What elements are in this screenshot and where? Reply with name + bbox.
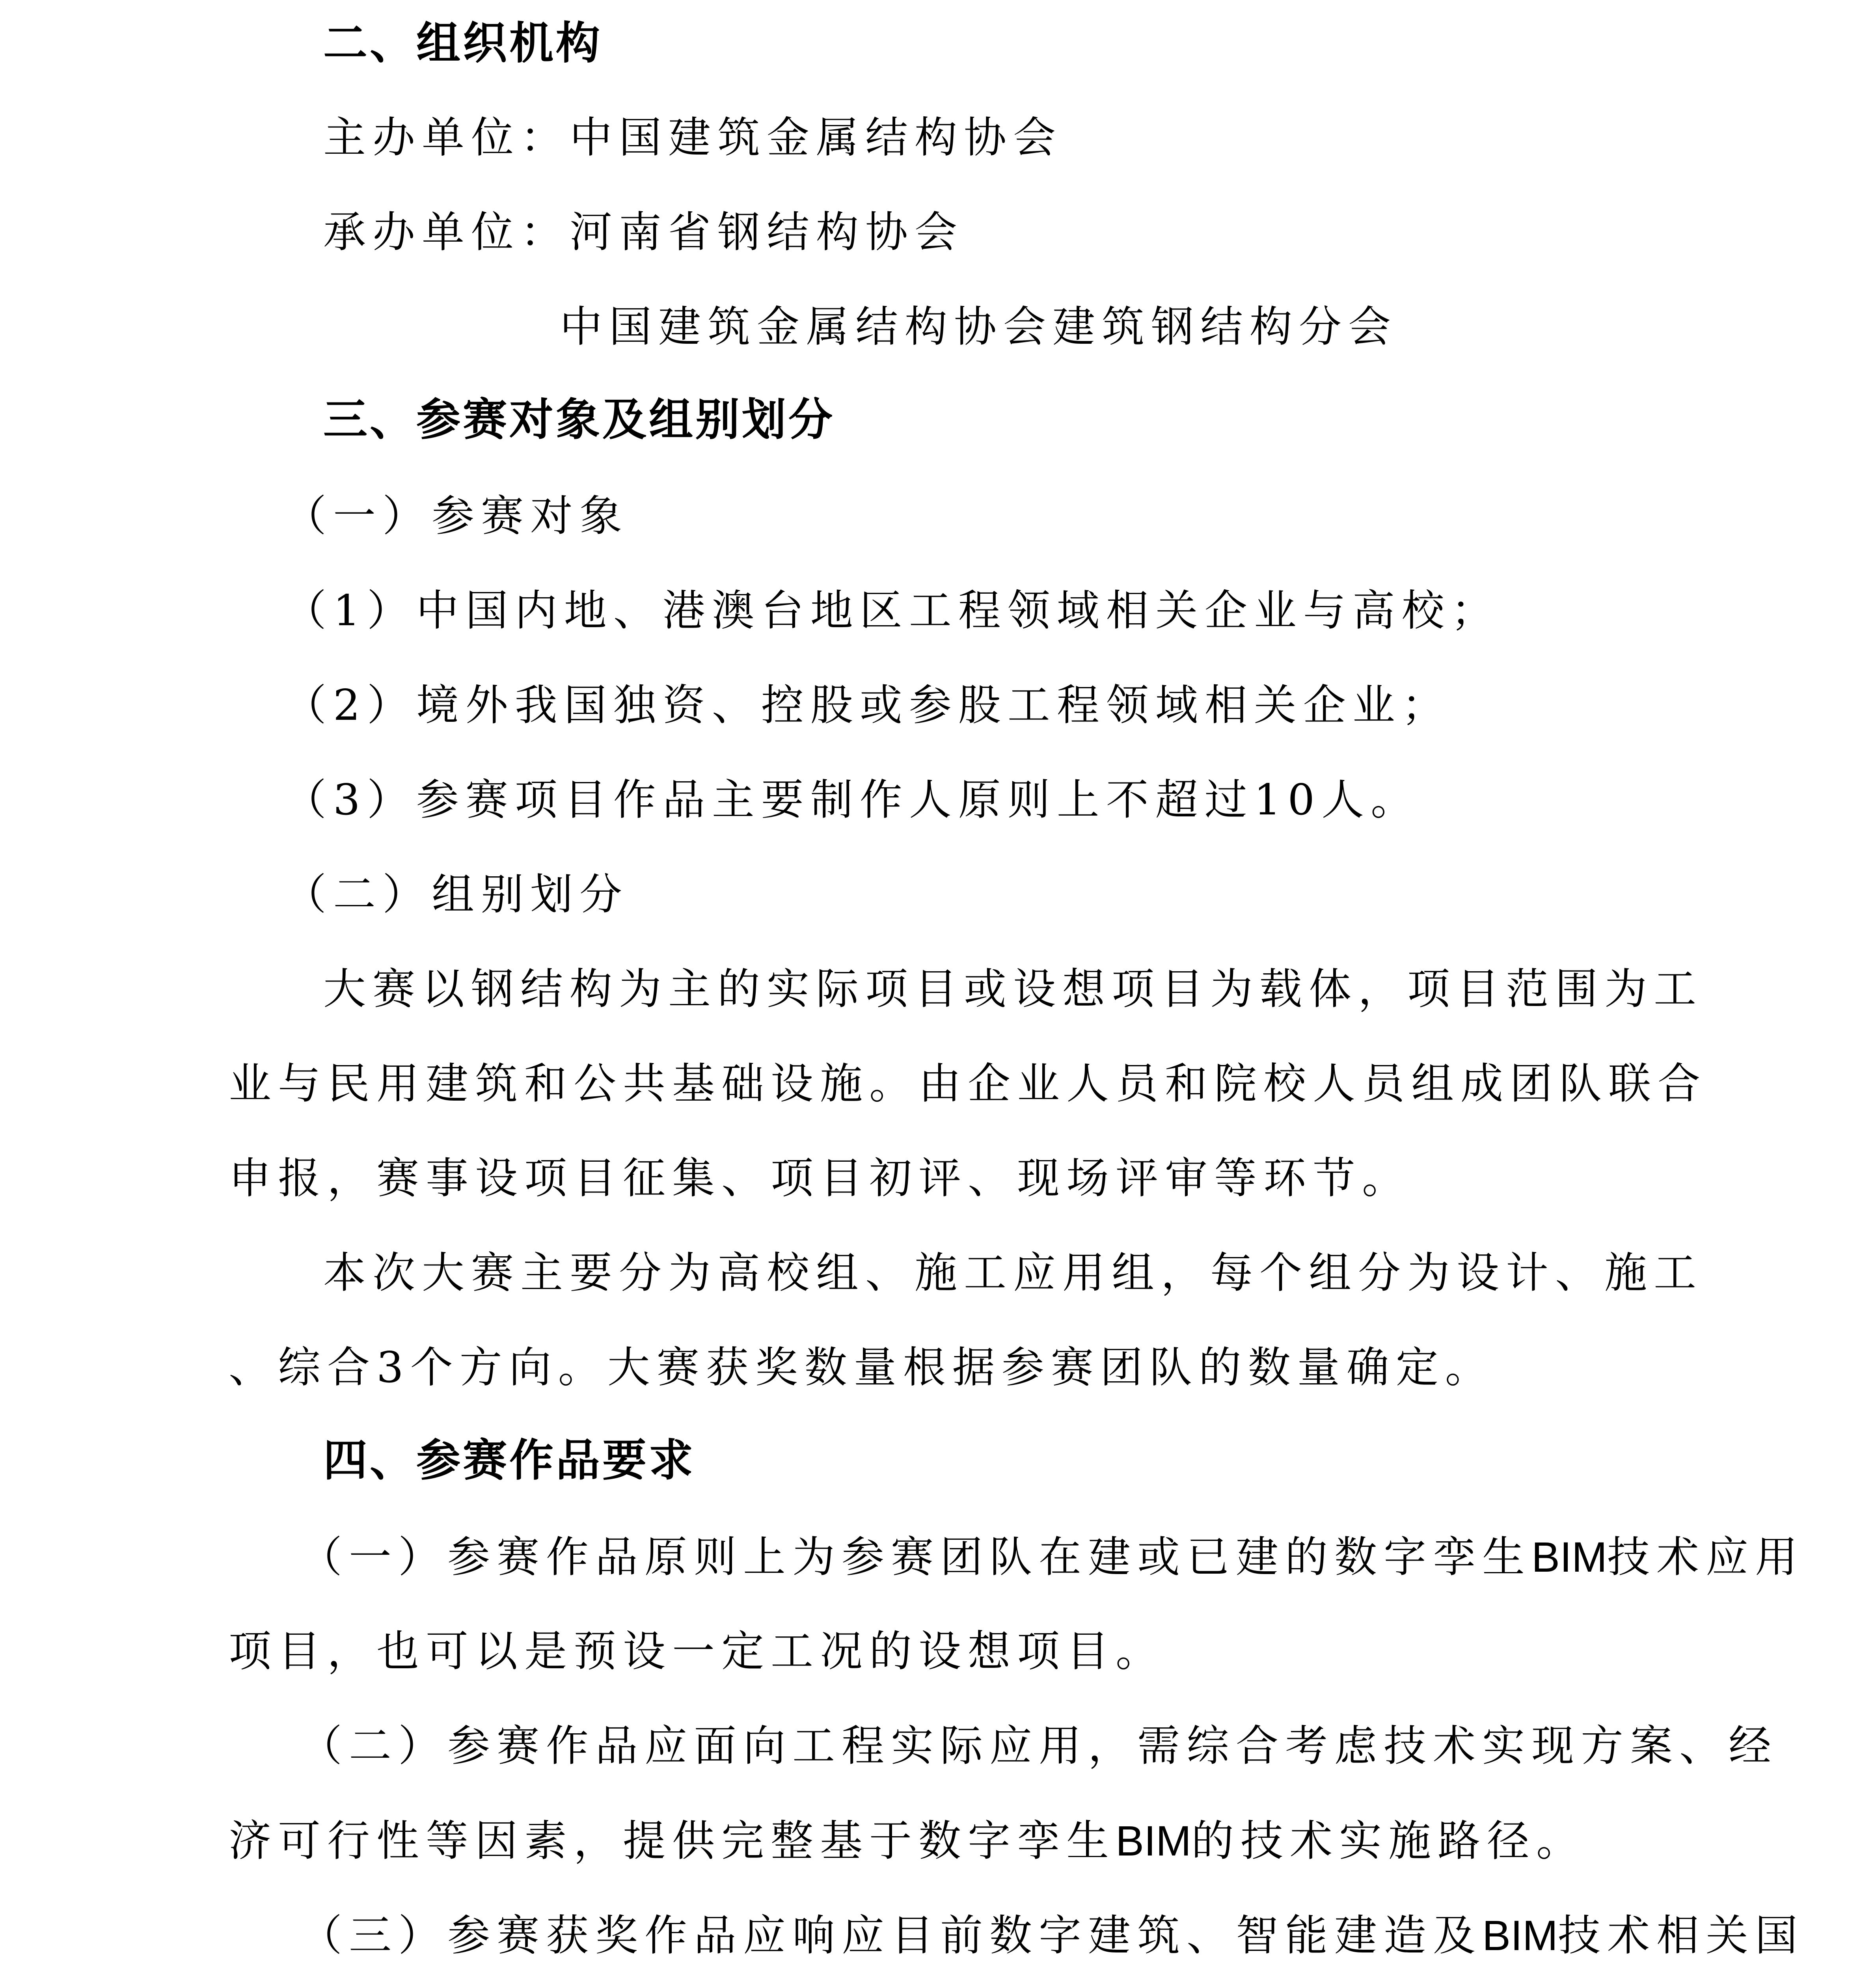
requirement-3-line-1 <box>300 1908 1804 1964</box>
section-2-heading: 二、组织机构 <box>323 18 602 69</box>
requirement-2-line-1: （二）参赛作品应面向工程实际应用，需综合考虑技术实现方案、经 <box>300 1721 1778 1771</box>
participant-item-1: （1）中国内地、港澳台地区工程领域相关企业与高校； <box>284 586 1500 635</box>
requirement-2-line-2 <box>229 1813 1585 1869</box>
groups-paragraph-1-line-3: 申报，赛事设项目征集、项目初评、现场评审等环节。 <box>229 1154 1412 1203</box>
requirement-1-line-1 <box>300 1529 1804 1585</box>
requirement-3-text-a: （三）参赛获奖作品应响应目前数字建筑、智能建造及 <box>300 1911 1483 1960</box>
participant-item-3: （3）参赛项目作品主要制作人原则上不超过10人。 <box>284 775 1420 825</box>
organizer-unit-line-2: 中国建筑金属结构协会建筑钢结构分会 <box>560 302 1398 352</box>
requirement-1-bim: BIM <box>1531 1533 1608 1581</box>
subsection-participants: （一）参赛对象 <box>284 492 629 541</box>
groups-paragraph-2-line-1: 本次大赛主要分为高校组、施工应用组，每个组分为设计、施工 <box>323 1248 1703 1298</box>
requirement-2-text-a: 济可行性等因素，提供完整基于数字孪生 <box>229 1816 1116 1866</box>
requirement-1-text-c: 技术应用 <box>1607 1533 1805 1582</box>
requirement-2-bim: BIM <box>1116 1817 1192 1865</box>
organizer-unit-line: 承办单位：河南省钢结构协会 <box>323 208 964 257</box>
host-unit-line: 主办单位：中国建筑金属结构协会 <box>323 113 1063 162</box>
requirement-2-text-c: 的技术实施路径。 <box>1191 1816 1586 1866</box>
groups-paragraph-2-line-2: 、综合3个方向。大赛获奖数量根据参赛团队的数量确定。 <box>229 1343 1494 1392</box>
groups-paragraph-1-line-1: 大赛以钢结构为主的实际项目或设想项目为载体，项目范围为工 <box>323 965 1703 1014</box>
section-4-heading: 四、参赛作品要求 <box>323 1435 695 1486</box>
section-3-heading: 三、参赛对象及组别划分 <box>323 394 835 445</box>
groups-paragraph-1-line-2: 业与民用建筑和公共基础设施。由企业人员和院校人员组成团队联合 <box>229 1059 1707 1108</box>
requirement-1-text-a: （一）参赛作品原则上为参赛团队在建或已建的数字孪生 <box>300 1533 1532 1582</box>
subsection-groups: （二）组别划分 <box>284 870 629 919</box>
requirement-3-bim: BIM <box>1482 1911 1558 1959</box>
requirement-3-text-c: 技术相关国 <box>1558 1911 1805 1960</box>
requirement-1-line-2: 项目，也可以是预设一定工况的设想项目。 <box>229 1627 1165 1676</box>
participant-item-2: （2）境外我国独资、控股或参股工程领域相关企业； <box>284 681 1451 730</box>
